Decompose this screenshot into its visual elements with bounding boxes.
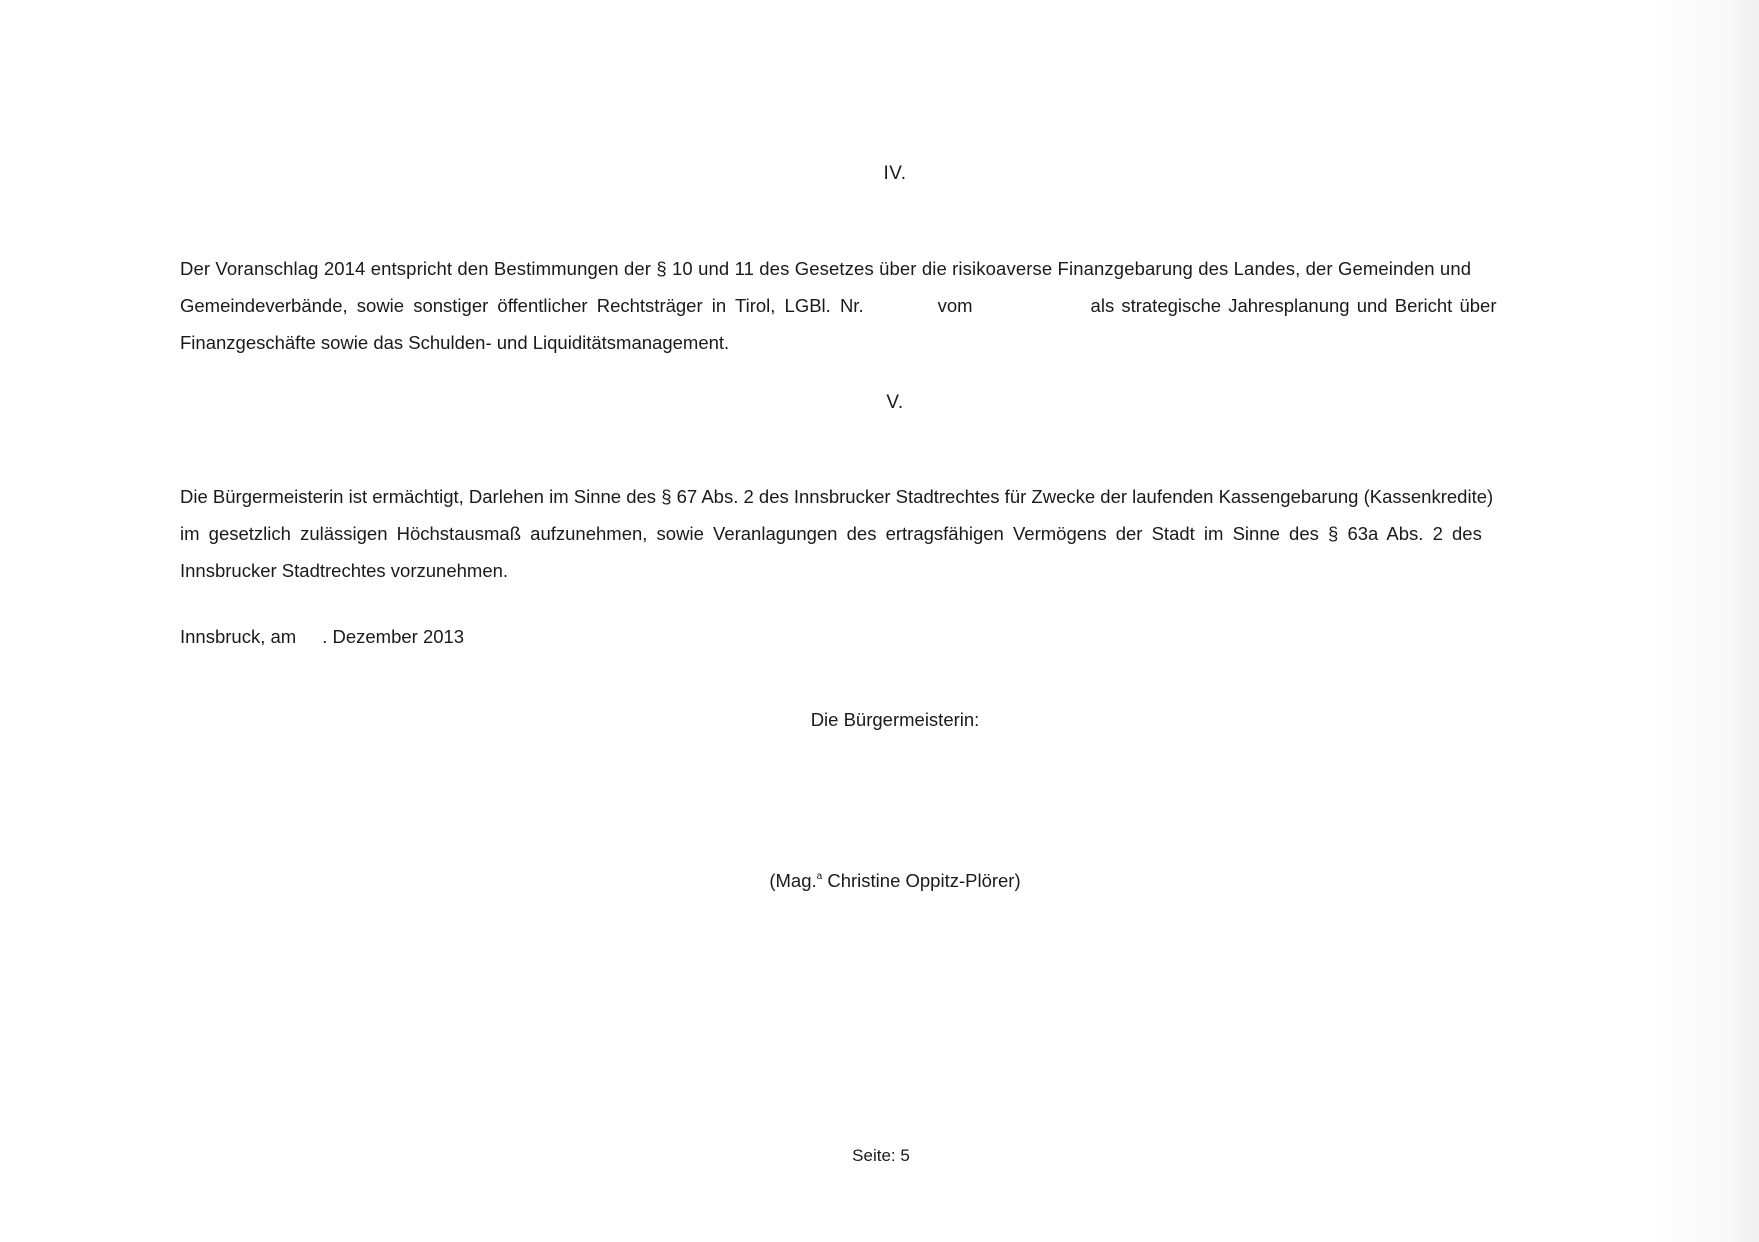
signature-name-sup: a bbox=[816, 871, 823, 882]
scan-edge-shading bbox=[1649, 0, 1759, 1242]
section-v-heading: V. bbox=[886, 392, 904, 413]
signature-name bbox=[0, 870, 1759, 892]
section-iv-line-2-part-a: Gemeindeverbände, sowie sonstiger öffentlicher Rechtsträger in Tirol, LGBl. Nr. bbox=[180, 295, 864, 316]
page-number: Seite: 5 bbox=[852, 1146, 910, 1165]
section-iv-line-2-part-b: vom bbox=[937, 295, 973, 316]
section-iv-heading: IV. bbox=[883, 163, 907, 184]
signature-name-rest: Christine Oppitz-Plörer) bbox=[822, 870, 1021, 891]
date-value: . Dezember 2013 bbox=[322, 626, 465, 647]
signature-name-prefix: (Mag. bbox=[769, 870, 817, 891]
place-date bbox=[180, 626, 464, 648]
section-iv-line-2-part-c: als strategische Jahresplanung und Bericht über bbox=[1090, 295, 1497, 316]
section-iv-line-2 bbox=[180, 287, 1610, 324]
section-iv-line-3: Finanzgeschäfte sowie das Schulden- und Liquiditätsmanagement. bbox=[180, 332, 730, 353]
signature-title: Die Bürgermeisterin: bbox=[810, 709, 980, 730]
section-iv-paragraph bbox=[180, 250, 1610, 361]
section-v-line-3: Innsbrucker Stadtrechtes vorzunehmen. bbox=[180, 560, 509, 581]
section-v-paragraph bbox=[180, 478, 1610, 589]
section-v-line-1: Die Bürgermeisterin ist ermächtigt, Darlehen im Sinne des § 67 Abs. 2 des Innsbrucker Stadtrechtes für Zwecke der laufenden Kassengebarung (Kassenkredite) bbox=[180, 486, 1494, 507]
section-iv-line-1: Der Voranschlag 2014 entspricht den Bestimmungen der § 10 und 11 des Gesetzes über die risikoaverse Finanzgebarung des Landes, der Gemeinden und bbox=[180, 258, 1472, 279]
place-label: Innsbruck, am bbox=[180, 626, 297, 647]
section-v-line-2: im gesetzlich zulässigen Höchstausmaß aufzunehmen, sowie Veranlagungen des ertragsfähigen Vermögens der Stadt im Sinne des § 63a Abs. 2 des bbox=[180, 523, 1482, 544]
